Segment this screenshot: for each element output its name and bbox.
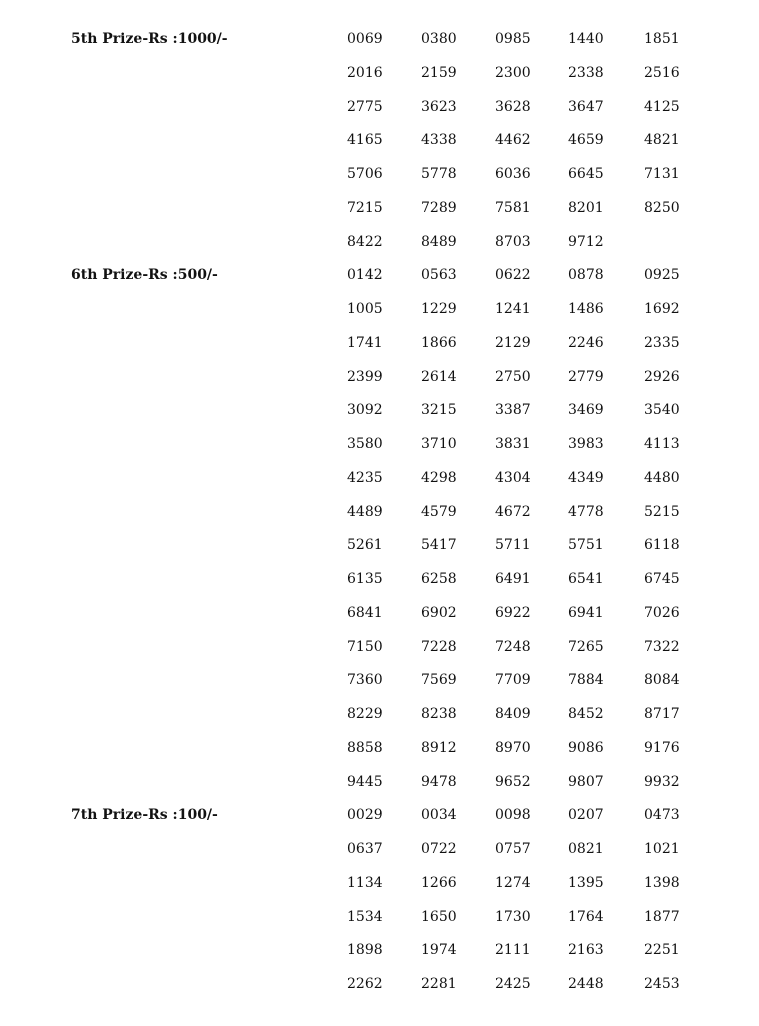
winning-number: 1730 — [495, 908, 531, 925]
winning-number: 1395 — [568, 874, 604, 891]
winning-number: 4235 — [347, 469, 383, 486]
winning-number: 9807 — [568, 773, 604, 790]
winning-number: 0925 — [644, 267, 680, 284]
winning-number: 2111 — [495, 942, 531, 959]
winning-number: 0207 — [568, 807, 604, 824]
table-row — [0, 967, 759, 1001]
winning-number: 1650 — [421, 908, 457, 925]
winning-number: 3092 — [347, 402, 383, 419]
winning-number: 3983 — [568, 436, 604, 452]
winning-number: 3215 — [421, 402, 457, 419]
winning-number: 2775 — [347, 98, 383, 115]
winning-number: 2335 — [644, 334, 680, 351]
winning-number: 2453 — [644, 976, 680, 992]
winning-number: 1134 — [347, 874, 383, 891]
winning-number: 2425 — [495, 976, 531, 992]
winning-number: 7569 — [421, 672, 457, 689]
winning-number: 1229 — [421, 301, 457, 317]
winning-number: 2750 — [495, 368, 531, 385]
winning-number: 2516 — [644, 64, 680, 81]
winning-number: 1974 — [421, 942, 457, 959]
winning-number: 6491 — [495, 571, 531, 587]
winning-number: 0142 — [347, 267, 383, 284]
winning-number: 0878 — [568, 267, 604, 284]
table-row — [0, 832, 759, 866]
table-row — [0, 495, 759, 529]
winning-number: 0622 — [495, 267, 531, 284]
winning-number: 1692 — [644, 301, 680, 317]
winning-number: 4579 — [421, 503, 457, 520]
winning-number: 6135 — [347, 571, 383, 587]
winning-number: 7322 — [644, 638, 680, 655]
winning-number: 0069 — [347, 31, 383, 47]
winning-number: 8201 — [568, 199, 604, 216]
winning-number: 8489 — [421, 233, 457, 250]
winning-number: 4349 — [568, 469, 604, 486]
winning-number: 5215 — [644, 503, 680, 520]
winning-number: 1021 — [644, 841, 680, 857]
winning-number: 6036 — [495, 166, 531, 182]
table-row — [0, 191, 759, 225]
table-row — [0, 765, 759, 799]
winning-number: 4821 — [644, 132, 680, 149]
winning-number: 1398 — [644, 874, 680, 891]
winning-number: 5778 — [421, 166, 457, 182]
table-row — [0, 360, 759, 394]
winning-number: 0757 — [495, 841, 531, 857]
winning-number: 6645 — [568, 166, 604, 182]
table-row — [0, 90, 759, 124]
winning-number: 8717 — [644, 706, 680, 722]
winning-number: 9176 — [644, 739, 680, 756]
prize-label: 7th Prize-Rs :100/- — [71, 807, 218, 824]
winning-number: 0034 — [421, 807, 457, 824]
table-row — [0, 22, 759, 56]
winning-number: 8912 — [421, 739, 457, 756]
winning-number: 6841 — [347, 604, 383, 621]
winning-number: 6118 — [644, 537, 680, 554]
winning-number: 0563 — [421, 267, 457, 284]
winning-number: 0029 — [347, 807, 383, 824]
winning-number: 2926 — [644, 368, 680, 385]
winning-number: 6541 — [568, 571, 604, 587]
winning-number: 2448 — [568, 976, 604, 992]
winning-number: 2129 — [495, 334, 531, 351]
winning-number: 6922 — [495, 604, 531, 621]
winning-number: 1440 — [568, 31, 604, 47]
winning-number: 2338 — [568, 64, 604, 81]
table-row — [0, 562, 759, 596]
winning-number: 1486 — [568, 301, 604, 317]
winning-number: 8422 — [347, 233, 383, 250]
winning-number: 0985 — [495, 31, 531, 47]
winning-number: 2300 — [495, 64, 531, 81]
winning-number: 5261 — [347, 537, 383, 554]
winning-number: 8703 — [495, 233, 531, 250]
table-row — [0, 663, 759, 697]
winning-number: 0821 — [568, 841, 604, 857]
winning-number: 4672 — [495, 503, 531, 520]
winning-number: 7884 — [568, 672, 604, 689]
winning-number: 4304 — [495, 469, 531, 486]
winning-number: 7228 — [421, 638, 457, 655]
winning-number: 5711 — [495, 537, 531, 554]
winning-number: 6258 — [421, 571, 457, 587]
winning-number: 8084 — [644, 672, 680, 689]
winning-number: 1877 — [644, 908, 680, 925]
table-row — [0, 630, 759, 664]
winning-number: 2614 — [421, 368, 457, 385]
winning-number: 7215 — [347, 199, 383, 216]
winning-number: 0473 — [644, 807, 680, 824]
table-row — [0, 326, 759, 360]
winning-number: 1764 — [568, 908, 604, 925]
winning-number: 9652 — [495, 773, 531, 790]
table-row — [0, 292, 759, 326]
winning-number: 4125 — [644, 98, 680, 115]
table-row — [0, 258, 759, 292]
table-row — [0, 225, 759, 259]
table-row — [0, 528, 759, 562]
winning-number: 1266 — [421, 874, 457, 891]
winning-number: 2399 — [347, 368, 383, 385]
winning-number: 5751 — [568, 537, 604, 554]
table-row — [0, 56, 759, 90]
winning-number: 0722 — [421, 841, 457, 857]
winning-number: 9086 — [568, 739, 604, 756]
winning-number: 2246 — [568, 334, 604, 351]
winning-number: 8970 — [495, 739, 531, 756]
winning-number: 8229 — [347, 706, 383, 722]
winning-number: 1534 — [347, 908, 383, 925]
winning-number: 6745 — [644, 571, 680, 587]
winning-number: 3387 — [495, 402, 531, 419]
winning-number: 8858 — [347, 739, 383, 756]
winning-number: 9932 — [644, 773, 680, 790]
winning-number: 4298 — [421, 469, 457, 486]
winning-number: 2016 — [347, 64, 383, 81]
winning-number: 2779 — [568, 368, 604, 385]
winning-number: 7150 — [347, 638, 383, 655]
winning-number: 3831 — [495, 436, 531, 452]
table-row — [0, 157, 759, 191]
winning-number: 4113 — [644, 436, 680, 452]
winning-number: 3540 — [644, 402, 680, 419]
winning-number: 9712 — [568, 233, 604, 250]
winning-number: 1741 — [347, 334, 383, 351]
winning-number: 6902 — [421, 604, 457, 621]
winning-number: 4489 — [347, 503, 383, 520]
table-row — [0, 596, 759, 630]
winning-number: 7131 — [644, 166, 680, 182]
winning-number: 3628 — [495, 98, 531, 115]
winning-number: 2163 — [568, 942, 604, 959]
winning-number: 4338 — [421, 132, 457, 149]
winning-number: 1274 — [495, 874, 531, 891]
winning-number: 0098 — [495, 807, 531, 824]
winning-number: 1005 — [347, 301, 383, 317]
table-row — [0, 393, 759, 427]
winning-number: 2159 — [421, 64, 457, 81]
winning-number: 4778 — [568, 503, 604, 520]
winning-number: 4659 — [568, 132, 604, 149]
winning-number: 5706 — [347, 166, 383, 182]
winning-number: 3710 — [421, 436, 457, 452]
winning-number: 3623 — [421, 98, 457, 115]
winning-number: 7581 — [495, 199, 531, 216]
winning-number: 9478 — [421, 773, 457, 790]
winning-number: 7248 — [495, 638, 531, 655]
winning-number: 2262 — [347, 976, 383, 992]
table-row — [0, 798, 759, 832]
table-row — [0, 123, 759, 157]
winning-number: 7709 — [495, 672, 531, 689]
winning-number: 4462 — [495, 132, 531, 149]
winning-number: 1866 — [421, 334, 457, 351]
table-row — [0, 461, 759, 495]
winning-number: 9445 — [347, 773, 383, 790]
winning-number: 0637 — [347, 841, 383, 857]
winning-number: 8250 — [644, 199, 680, 216]
winning-number: 7360 — [347, 672, 383, 689]
winning-number: 2251 — [644, 942, 680, 959]
winning-number: 0380 — [421, 31, 457, 47]
winning-number: 8409 — [495, 706, 531, 722]
table-row — [0, 427, 759, 461]
winning-number: 4165 — [347, 132, 383, 149]
prize-label: 5th Prize-Rs :1000/- — [71, 31, 228, 47]
winning-number: 1241 — [495, 301, 531, 317]
winning-number: 6941 — [568, 604, 604, 621]
table-row — [0, 900, 759, 934]
winning-number: 3469 — [568, 402, 604, 419]
winning-number: 1851 — [644, 31, 680, 47]
winning-number: 8452 — [568, 706, 604, 722]
winning-number: 4480 — [644, 469, 680, 486]
winning-number: 7289 — [421, 199, 457, 216]
winning-number: 1898 — [347, 942, 383, 959]
winning-number: 8238 — [421, 706, 457, 722]
winning-number: 2281 — [421, 976, 457, 992]
prize-label: 6th Prize-Rs :500/- — [71, 267, 218, 284]
table-row — [0, 731, 759, 765]
winning-number: 3647 — [568, 98, 604, 115]
prize-results-table — [0, 22, 759, 1001]
winning-number: 5417 — [421, 537, 457, 554]
winning-number: 3580 — [347, 436, 383, 452]
winning-number: 7026 — [644, 604, 680, 621]
table-row — [0, 697, 759, 731]
table-row — [0, 866, 759, 900]
table-row — [0, 933, 759, 967]
winning-number: 7265 — [568, 638, 604, 655]
